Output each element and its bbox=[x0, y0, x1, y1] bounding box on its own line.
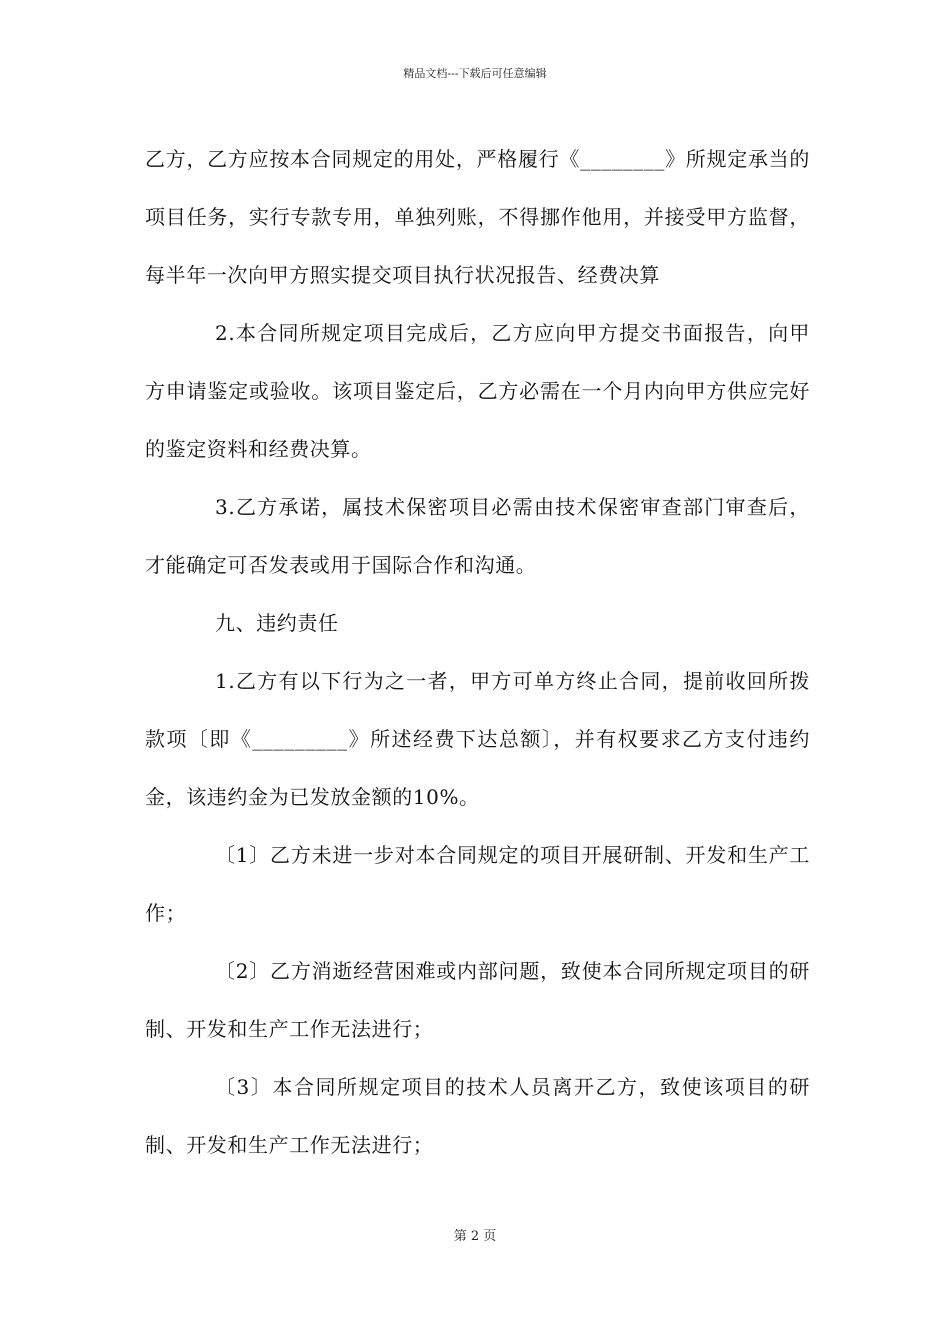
page-header: 精品文档---下载后可任意编辑 bbox=[403, 67, 547, 80]
document-body bbox=[145, 130, 810, 1174]
section-heading-breach: 九、违约责任 bbox=[215, 611, 339, 635]
paragraph-clause-2: 2.本合同所规定项目完成后，乙方应向甲方提交书面报告，向甲方申请鉴定或验收。该项目鉴定后，乙方必需在一个月内向甲方供应完好的鉴定资料和经费决算。 bbox=[145, 321, 810, 461]
page-number: 第 2 页 bbox=[453, 1229, 497, 1244]
paragraph-fund-usage: 乙方，乙方应按本合同规定的用处，严格履行《________》所规定承当的项目任务，实行专款专用，单独列账，不得挪作他用，并接受甲方监督，每半年一次向甲方照实提交项目执行状况报告、经费决算 bbox=[145, 147, 810, 287]
paragraph-clause-3: 3.乙方承诺，属技术保密项目必需由技术保密审查部门审查后，才能确定可否发表或用于国际合作和沟通。 bbox=[145, 495, 810, 577]
paragraph-breach-item-2: 〔2〕乙方消逝经营困难或内部问题，致使本合同所规定项目的研制、开发和生产工作无法进行； bbox=[145, 959, 810, 1041]
paragraph-breach-item-3: 〔3〕本合同所规定项目的技术人员离开乙方，致使该项目的研制、开发和生产工作无法进行； bbox=[145, 1075, 810, 1157]
paragraph-breach-1: 1.乙方有以下行为之一者，甲方可单方终止合同，提前收回所拨款项〔即《_________》所述经费下达总额〕，并有权要求乙方支付违约金，该违约金为已发放金额的10%。 bbox=[145, 669, 810, 809]
paragraph-breach-item-1: 〔1〕乙方未进一步对本合同规定的项目开展研制、开发和生产工作； bbox=[145, 843, 810, 925]
